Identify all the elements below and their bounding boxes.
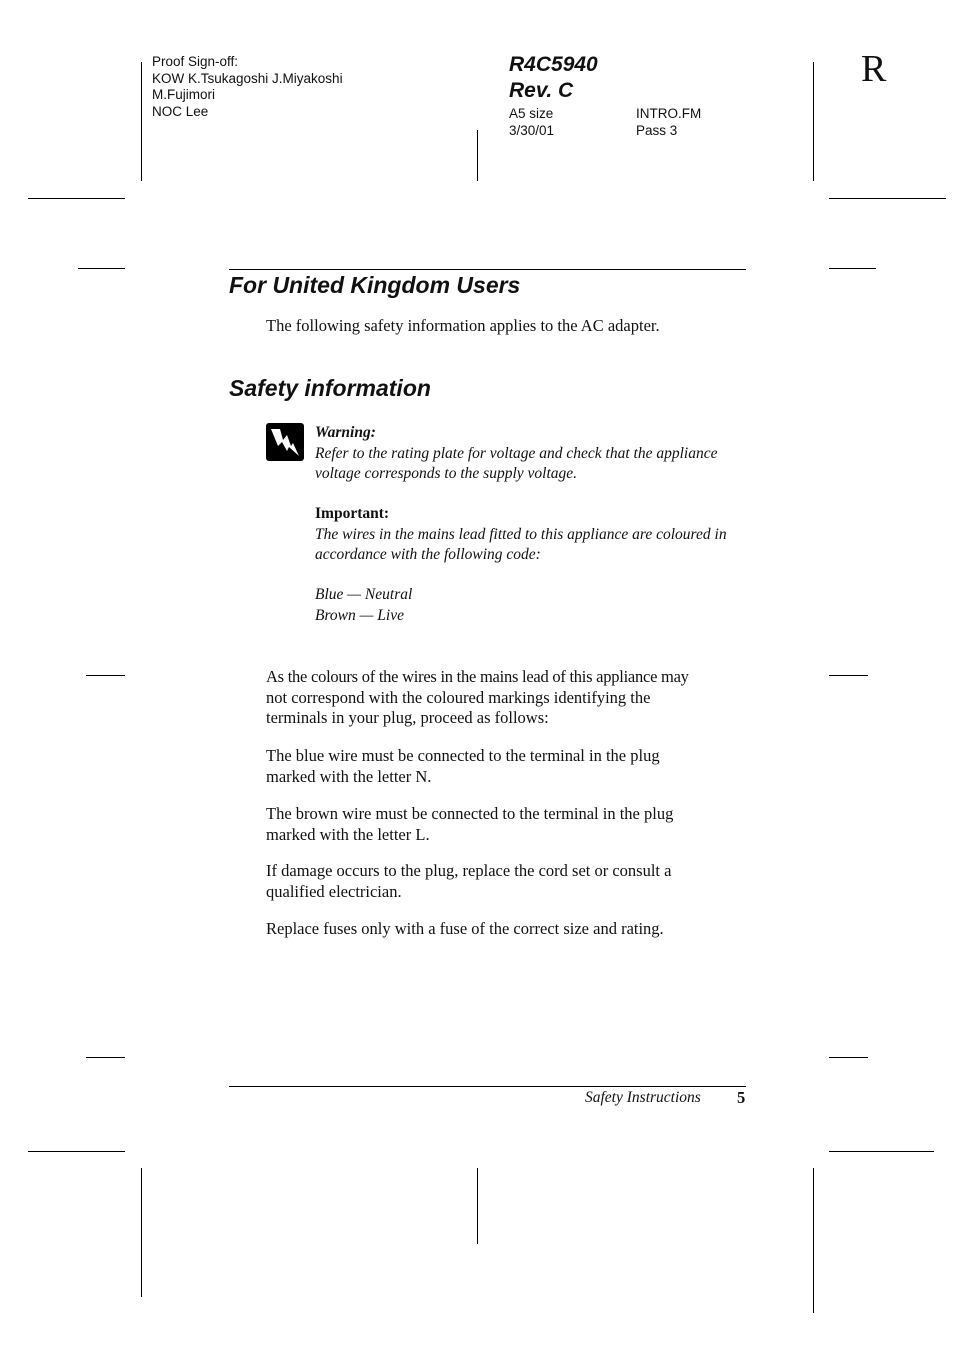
subsection-title: Safety information (229, 375, 431, 401)
proof-line: KOW K.Tsukagoshi J.Miyakoshi (152, 70, 343, 86)
crop-mark (829, 1057, 868, 1058)
section-rule (229, 269, 746, 270)
crop-mark (829, 198, 946, 199)
warning-label: Warning: (315, 424, 376, 441)
paragraph-line: If damage occurs to the plug, replace the cord set or consult a (266, 861, 672, 880)
crop-mark (829, 268, 876, 269)
proof-line: NOC Lee (152, 103, 209, 119)
crop-mark (28, 1151, 125, 1152)
pass-number: Pass 3 (636, 122, 678, 138)
paragraph-line: As the colours of the wires in the mains lead of this appliance may (266, 667, 689, 686)
important-note (315, 504, 727, 566)
paragraph-line: The blue wire must be connected to the terminal in the plug (266, 746, 660, 765)
paragraph-line: qualified electrician. (266, 881, 402, 901)
important-text: accordance with the following code: (315, 546, 541, 563)
paragraph-line: The brown wire must be connected to the terminal in the plug (266, 804, 674, 823)
crop-mark (813, 1168, 814, 1313)
wire-code-blue: Blue — Neutral (315, 586, 413, 603)
warning-icon (266, 423, 304, 461)
revision-date: 3/30/01 (509, 122, 555, 138)
revision-label: Rev. C (509, 79, 574, 102)
proof-line: Proof Sign-off: (152, 54, 239, 69)
corner-letter: R (861, 48, 887, 90)
paragraph-line: marked with the letter N. (266, 766, 432, 786)
footer-section-name: Safety Instructions (585, 1089, 701, 1106)
paragraph (266, 746, 660, 787)
crop-mark (477, 130, 478, 181)
crop-mark (78, 268, 125, 269)
page-number: 5 (737, 1088, 746, 1107)
revision-meta (509, 106, 729, 140)
paragraph (266, 804, 673, 845)
crop-mark (28, 198, 125, 199)
wire-code-list (315, 585, 412, 626)
paragraph-line: terminals in your plug, proceed as follows: (266, 708, 549, 727)
crop-mark (141, 1168, 142, 1297)
revision-code: R4C5940 (509, 53, 598, 76)
wire-code-brown: Brown — Live (315, 606, 404, 624)
warning-text: Refer to the rating plate for voltage and check that the appliance (315, 444, 718, 462)
proof-signoff (152, 54, 343, 120)
paragraph (266, 861, 671, 902)
crop-mark (813, 62, 814, 181)
paragraph-line: Replace fuses only with a fuse of the correct size and rating. (266, 919, 664, 938)
crop-mark (86, 675, 125, 676)
paragraph (266, 667, 689, 729)
section-intro: The following safety information applies to the AC adapter. (266, 316, 660, 335)
crop-mark (477, 1168, 478, 1244)
important-label: Important: (315, 505, 390, 522)
paragraph-line: not correspond with the coloured markings identifying the (266, 687, 651, 707)
paragraph (266, 919, 664, 940)
section-title: For United Kingdom Users (229, 272, 521, 298)
paragraph-line: marked with the letter L. (266, 824, 430, 844)
warning-text: voltage corresponds to the supply voltage. (315, 465, 578, 482)
page-size: A5 size (509, 106, 554, 121)
crop-mark (829, 1151, 934, 1152)
file-name: INTRO.FM (636, 106, 702, 121)
revision-block (509, 52, 729, 140)
crop-mark (829, 675, 868, 676)
warning-note (315, 423, 717, 485)
proof-line: M.Fujimori (152, 87, 215, 102)
footer-rule (229, 1086, 746, 1087)
crop-mark (86, 1057, 125, 1058)
crop-mark (141, 62, 142, 181)
important-text: The wires in the mains lead fitted to this appliance are coloured in (315, 525, 727, 543)
